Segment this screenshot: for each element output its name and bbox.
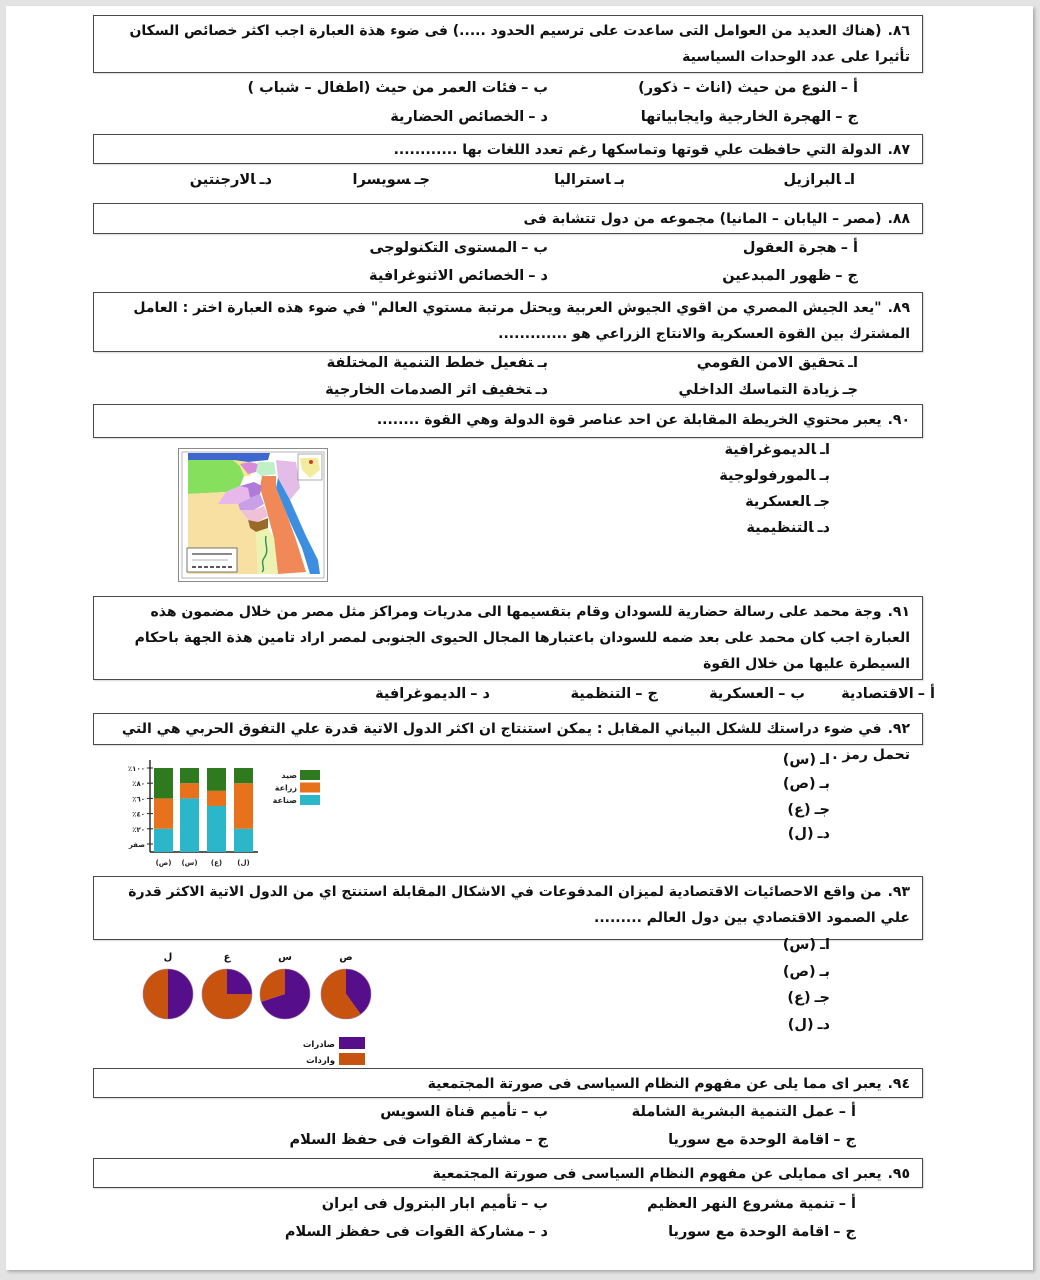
question-text: الدولة التي حافظت علي قوتها وتماسكها رغم تعدد اللغات بها ............ xyxy=(393,142,882,158)
option-c xyxy=(787,800,830,820)
option-text: تفعيل خطط التنمية المختلفة xyxy=(326,355,534,371)
y-tick-label: ٪٦٠ xyxy=(132,795,145,804)
pie-charts xyxy=(130,945,380,1070)
option-d xyxy=(390,107,548,127)
option-a xyxy=(697,353,858,373)
option-label: جـ xyxy=(814,802,830,818)
option-text: مشاركة القوات فى حفظز السلام xyxy=(284,1224,525,1240)
option-text: مشاركة القوات فى حفظ السلام xyxy=(289,1132,522,1148)
option-text: الارجنتين xyxy=(189,172,256,188)
option-text: عمل التنمية البشرية الشاملة xyxy=(631,1104,835,1120)
option-text: الخصائص الحضارية xyxy=(390,109,525,125)
option-b xyxy=(709,684,805,704)
legend-label: صادرات xyxy=(302,1040,335,1050)
option-text: الديموغرافية xyxy=(375,686,467,702)
option-c xyxy=(570,684,658,704)
option-b xyxy=(327,353,548,373)
question-text: (هناك العديد من العوامل التى ساعدت على ترسيم الحدود .....) فى ضوء هذة العبارة اجب اكثر خصائص السكان تأثيرا على عدد الوحدات السياسية xyxy=(129,23,910,65)
option-label: ب – xyxy=(521,1104,548,1120)
bar-segment xyxy=(154,829,173,852)
option-a xyxy=(743,238,858,258)
option-d xyxy=(289,1130,548,1150)
question-95-box xyxy=(93,1158,923,1188)
option-label: ب – xyxy=(778,686,805,702)
option-label: اـ xyxy=(820,442,830,458)
question-text: يعبر محتوي الخريطة المقابلة عن احد عناصر قوة الدولة وهي القوة ........ xyxy=(376,412,882,428)
legend-label: واردات xyxy=(306,1056,335,1066)
pie-slice xyxy=(227,969,252,994)
option-text: النوع من حيث (اناث – ذكور) xyxy=(638,80,837,96)
question-number: ٩٢. xyxy=(887,721,910,737)
option-c xyxy=(679,380,858,400)
x-tick-label: (ل) xyxy=(237,859,250,867)
bar-segment xyxy=(234,768,253,783)
bar-segment xyxy=(234,783,253,829)
question-text: وجة محمد على رسالة حضارية للسودان وقام بتقسيمها الى مدريات ومراكز مثل مصر من خلال مضمون هذه العبارة اجب كان محمد على بعد ضمه للسودان باعتبارها المجال الحيوى الجنوبى لمصر اراد تامين هذة الجهة باحكام السيطرة عليها من خلال القوة xyxy=(134,604,910,672)
option-d xyxy=(285,1222,548,1242)
pie-label: ص xyxy=(339,952,353,963)
question-number: ٩٤. xyxy=(887,1076,910,1092)
legend-label: زراعة xyxy=(274,783,297,793)
option-text: المورفولوجية xyxy=(719,468,816,484)
option-a xyxy=(632,1102,856,1122)
option-label: ب – xyxy=(521,240,548,256)
option-text: اقامة الوحدة مع سوريا xyxy=(668,1132,830,1148)
question-91-box xyxy=(93,596,923,680)
option-c xyxy=(745,492,830,512)
option-text: العسكرية xyxy=(745,494,811,510)
option-a xyxy=(638,78,858,98)
option-label: ج – xyxy=(833,1224,856,1240)
option-a xyxy=(724,440,830,460)
option-text: (س) xyxy=(782,752,817,768)
y-tick-label: ٪٨٠ xyxy=(132,780,145,789)
option-c xyxy=(353,170,430,190)
option-d xyxy=(190,170,272,190)
option-a xyxy=(784,170,855,190)
option-label: دـ xyxy=(817,826,830,842)
option-text: (ع) xyxy=(787,990,811,1006)
option-a xyxy=(647,1194,856,1214)
option-label: اـ xyxy=(848,355,858,371)
option-label: أ – xyxy=(917,686,935,702)
option-text: (ص) xyxy=(782,964,816,980)
option-b xyxy=(783,774,830,794)
option-label: د – xyxy=(528,268,548,284)
bar-segment xyxy=(234,829,253,852)
option-c xyxy=(668,1222,856,1242)
legend-label: صيد xyxy=(281,771,297,780)
y-tick-label: ٪٤٠ xyxy=(132,810,145,819)
option-label: د – xyxy=(470,686,490,702)
option-text: تخفيف اثر الصدمات الخارجية xyxy=(325,382,532,398)
x-tick-label: (ع) xyxy=(210,859,223,867)
question-90-box xyxy=(93,404,923,438)
option-b xyxy=(719,466,830,486)
option-label: دـ xyxy=(259,172,272,188)
option-label: اـ xyxy=(820,937,830,953)
question-text: في ضوء دراستك للشكل البياني المقابل : يمكن استنتاج ان اكثر الدول الاتية قدرة علي التفوق الحربي هي التي تحمل رمز . xyxy=(121,721,910,763)
option-a xyxy=(783,750,830,770)
option-text: تحقيق الامن القومي xyxy=(696,355,845,371)
legend-swatch xyxy=(300,783,320,793)
option-text: ظهور المبدعين xyxy=(722,268,832,284)
option-label: جـ xyxy=(814,990,830,1006)
option-a xyxy=(783,935,830,955)
option-a xyxy=(841,684,935,704)
option-label: بـ xyxy=(819,468,830,484)
option-label: اـ xyxy=(820,752,830,768)
option-label: اـ xyxy=(845,172,855,188)
option-label: أ – xyxy=(838,1104,856,1120)
option-text: استراليا xyxy=(554,172,611,188)
option-text: الاقتصادية xyxy=(841,686,914,702)
question-86-box xyxy=(93,15,923,73)
option-text: (ع) xyxy=(787,802,811,818)
option-label: ج – xyxy=(635,686,658,702)
bar-segment xyxy=(207,791,226,806)
pie-slice xyxy=(168,969,193,1019)
option-text: الديموغرافية xyxy=(724,442,817,458)
option-text: سويسرا xyxy=(352,172,411,188)
question-text: "يعد الجيش المصري من اقوي الجيوش العربية ويحتل مرتبة مستوي العالم" في ضوء هذه العبارة اختر : العامل المشترك بين القوة العسكرية والانتاج الزراعي هو ............. xyxy=(133,300,910,342)
egypt-map-image xyxy=(178,448,328,582)
option-label: د – xyxy=(528,109,548,125)
pie-slice xyxy=(143,969,168,1019)
option-label: ج – xyxy=(833,1132,856,1148)
option-b xyxy=(247,78,548,98)
option-d xyxy=(746,518,830,538)
option-label: أ – xyxy=(838,1196,856,1212)
question-text: يعبر اى مما يلى عن مفهوم النظام السياسى فى صورتة المجتمعية xyxy=(427,1076,882,1092)
option-text: اقامة الوحدة مع سوريا xyxy=(668,1224,830,1240)
option-text: (ل) xyxy=(787,826,814,842)
option-label: دـ xyxy=(817,1017,830,1033)
question-94-box xyxy=(93,1068,923,1098)
pie-label: ل xyxy=(163,952,173,963)
option-label: دـ xyxy=(817,520,830,536)
option-d xyxy=(375,684,490,704)
option-label: ج – xyxy=(835,268,858,284)
option-text: التنظمية xyxy=(570,686,632,702)
bar-segment xyxy=(154,768,173,798)
option-text: تأميم ابار البترول فى ايران xyxy=(321,1196,518,1212)
option-label: أ – xyxy=(840,240,858,256)
option-text: (ل) xyxy=(787,1017,814,1033)
option-text: تنمية مشروع النهر العظيم xyxy=(647,1196,835,1212)
legend-swatch xyxy=(300,795,320,805)
question-number: ٨٨. xyxy=(887,211,910,227)
option-b xyxy=(783,962,830,982)
option-b xyxy=(554,170,625,190)
question-number: ٨٧. xyxy=(887,142,910,158)
pie-label: ع xyxy=(223,952,231,963)
question-87-box xyxy=(93,134,923,164)
option-text: البرازيل xyxy=(783,172,842,188)
option-text: التنظيمية xyxy=(746,520,814,536)
pie-label: س xyxy=(278,952,292,963)
question-number: ٩١. xyxy=(887,604,910,620)
option-c xyxy=(641,107,858,127)
option-text: هجرة العقول xyxy=(742,240,837,256)
y-tick-label: ٪٢٠ xyxy=(132,825,145,834)
bar-segment xyxy=(207,806,226,852)
question-89-box xyxy=(93,292,923,352)
legend-swatch xyxy=(300,770,320,780)
question-text: يعبر اى ممايلى عن مفهوم النظام السياسى فى صورتة المجتمعية xyxy=(432,1166,882,1182)
bar-segment xyxy=(180,798,199,852)
question-88-box xyxy=(93,203,923,234)
bar-segment xyxy=(207,768,226,791)
option-c xyxy=(668,1130,856,1150)
legend-swatch xyxy=(339,1037,365,1049)
option-label: ب – xyxy=(521,1196,548,1212)
option-d xyxy=(325,380,548,400)
x-tick-label: (ص) xyxy=(155,859,172,867)
bar-segment xyxy=(180,768,199,783)
option-text: الخصائص الاثنوغرافية xyxy=(369,268,525,284)
question-number: ٩٥. xyxy=(887,1166,910,1182)
option-label: جـ xyxy=(414,172,430,188)
option-label: جـ xyxy=(814,494,830,510)
option-label: ب – xyxy=(521,80,548,96)
option-text: (ص) xyxy=(782,776,816,792)
x-tick-label: (س) xyxy=(181,859,198,867)
option-label: جـ xyxy=(842,382,858,398)
question-number: ٨٩. xyxy=(887,300,910,316)
y-tick-label: ٪١٠٠ xyxy=(127,765,145,773)
option-d xyxy=(788,1015,830,1035)
option-c xyxy=(787,988,830,1008)
option-d xyxy=(788,824,830,844)
option-text: زيادة التماسك الداخلي xyxy=(678,382,839,398)
legend-swatch xyxy=(339,1053,365,1065)
option-b xyxy=(322,1194,548,1214)
option-label: أ – xyxy=(840,80,858,96)
bar-segment xyxy=(154,798,173,828)
question-text: من واقع الاحصائيات الاقتصادية لميزان المدفوعات في الاشكال المقابلة استنتج اي من الدول الاتية الاكثر قدرة علي الصمود الاقتصادي بين دول العالم ......... xyxy=(128,884,910,926)
option-label: بـ xyxy=(819,776,830,792)
option-text: (س) xyxy=(782,937,817,953)
option-label: بـ xyxy=(819,964,830,980)
option-text: تأميم قناة السويس xyxy=(380,1104,518,1120)
option-label: بـ xyxy=(537,355,548,371)
question-number: ٩٠. xyxy=(887,412,910,428)
option-label: د – xyxy=(528,1224,548,1240)
bar-segment xyxy=(180,783,199,798)
question-number: ٩٣. xyxy=(887,884,910,900)
option-b xyxy=(369,238,548,258)
question-number: ٨٦. xyxy=(887,23,910,39)
option-c xyxy=(722,266,858,286)
option-label: ج – xyxy=(525,1132,548,1148)
option-label: دـ xyxy=(535,382,548,398)
question-93-box xyxy=(93,876,923,940)
y-tick-label: صفر xyxy=(128,841,145,849)
legend-label: صناعة xyxy=(272,796,297,805)
option-b xyxy=(380,1102,548,1122)
option-text: الهجرة الخارجية وايجابياتها xyxy=(640,109,832,125)
option-text: فئات العمر من حيث (اطفال – شباب ) xyxy=(247,80,518,96)
option-text: المستوى التكنولوجى xyxy=(369,240,518,256)
option-label: بـ xyxy=(614,172,625,188)
question-text: (مصر – اليابان – المانيا) مجموعه من دول تتشابة فى xyxy=(523,211,882,227)
option-label: ج – xyxy=(835,109,858,125)
stacked-bar-chart xyxy=(110,755,340,873)
option-d xyxy=(369,266,548,286)
option-text: العسكرية xyxy=(709,686,775,702)
